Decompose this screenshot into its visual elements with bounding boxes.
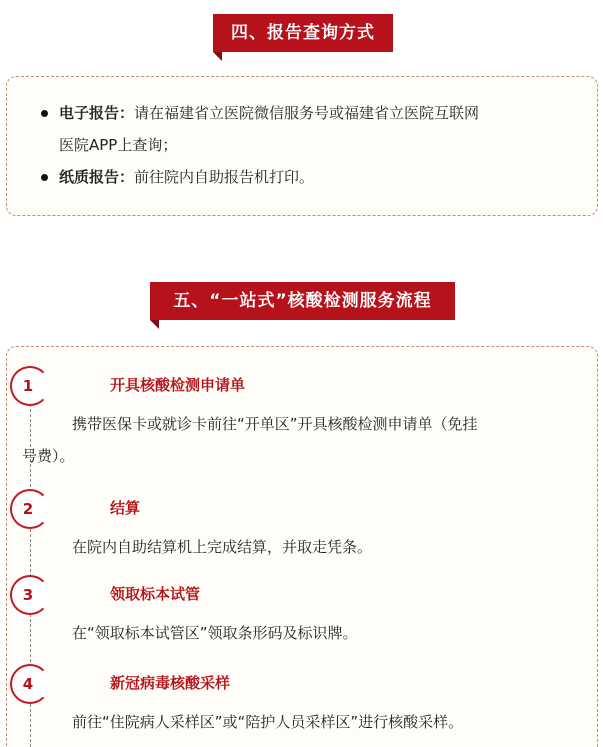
section-title-testing-process [150, 282, 455, 320]
report-method-list [7, 77, 597, 211]
item-label: 电子报告： [59, 104, 135, 122]
step-number: 4 [22, 675, 34, 693]
item-text: 前往院内自助报告机打印。 [134, 168, 315, 186]
item-text: 请在福建省立医院微信服务号或福建省立医院互联网 [134, 104, 480, 122]
section-title-text: 五、“一站式”核酸检测服务流程 [173, 291, 432, 311]
step-desc-line: 在院内自助结算机上完成结算，并取走凭条。 [72, 538, 373, 556]
step-number: 3 [22, 586, 34, 604]
list-item-paper-report [41, 161, 579, 193]
step-desc-cont: 号费）。 [22, 447, 75, 465]
bullet-dot [41, 174, 48, 181]
section-title-report-query [213, 14, 393, 52]
item-text-cont: 医院APP上查询； [59, 136, 178, 154]
bullet-dot [41, 110, 48, 117]
step-title: 新冠病毒核酸采样 [110, 674, 231, 692]
step-desc-line: 前往“住院病人采样区”或“陪护人员采样区”进行核酸采样。 [72, 713, 464, 731]
step-title: 结算 [110, 499, 141, 517]
step-description [22, 408, 594, 472]
report-query-box [6, 76, 598, 216]
title-ribbon-tail [150, 320, 159, 329]
list-item-electronic-report [41, 97, 579, 161]
step-number: 2 [22, 500, 34, 518]
step-desc-line: 携带医保卡或就诊卡前往“开单区”开具核酸检测申请单（免挂 [72, 415, 478, 433]
step-title: 领取标本试管 [110, 585, 201, 603]
item-label: 纸质报告： [59, 168, 135, 186]
section-title-text: 四、报告查询方式 [231, 23, 375, 43]
step-number: 1 [22, 377, 34, 395]
step-description [72, 531, 594, 563]
step-description [72, 706, 594, 738]
step-title: 开具核酸检测申请单 [110, 376, 246, 394]
step-description [72, 617, 594, 649]
title-ribbon-tail [213, 52, 222, 61]
step-desc-line: 在“领取标本试管区”领取条形码及标识牌。 [72, 624, 358, 642]
